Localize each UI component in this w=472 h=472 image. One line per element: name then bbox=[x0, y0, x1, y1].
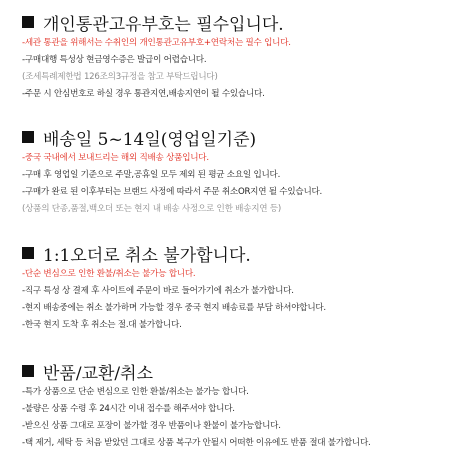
notice-line: -주문 시 안심번호로 하실 경우 통관지연,배송지연이 될 수있습니다. bbox=[22, 89, 265, 99]
section-heading bbox=[22, 240, 466, 266]
notice-line: -불량은 상품 수령 후 24시간 이내 접수를 해주셔야 합니다. bbox=[22, 404, 235, 414]
notice-line: (상품의 단종,품절,백오더 또는 현지 내 배송 사정으로 인한 배송지연 등) bbox=[22, 204, 281, 214]
section-title: 1:1오더로 취소 불가합니다. bbox=[43, 245, 251, 266]
notice-line: -구매대행 특성상 현금영수증은 발급이 어렵습니다. bbox=[22, 55, 207, 65]
notice-line: (조세특례제한법 126조의3규정을 참고 부탁드립니다) bbox=[22, 72, 218, 82]
section-delivery bbox=[22, 124, 466, 218]
square-bullet-icon bbox=[22, 16, 34, 28]
section-heading bbox=[22, 9, 466, 35]
section-title: 반품/교환/취소 bbox=[43, 363, 153, 384]
section-customs-code bbox=[22, 9, 466, 103]
notice-line: -택 제거, 세탁 등 처음 받았던 그대로 상품 복구가 안될시 어떠한 이유에도 반품 절대 불가합니다. bbox=[22, 438, 371, 448]
notice-line: -단순 변심으로 인한 환불/취소는 불가능 합니다. bbox=[22, 269, 196, 279]
section-returns bbox=[22, 358, 466, 452]
square-bullet-icon bbox=[22, 131, 34, 143]
section-heading bbox=[22, 124, 466, 150]
section-heading bbox=[22, 358, 466, 384]
notice-line: -특가 상품으로 단순 변심으로 인한 환불/취소는 불가능 합니다. bbox=[22, 387, 249, 397]
square-bullet-icon bbox=[22, 365, 34, 377]
notice-line: -직구 특성 상 결제 후 사이트에 주문이 바로 들어가기에 취소가 불가합니다. bbox=[22, 286, 294, 296]
notice-line: -구매가 완료 된 이후부터는 브랜드 사정에 따라서 주문 취소OR지연 될 수있습니다. bbox=[22, 187, 323, 197]
notice-line: -중국 국내에서 보내드리는 해외 직배송 상품입니다. bbox=[22, 153, 209, 163]
notice-line: -현지 배송중에는 취소 불가하며 가능할 경우 중국 현지 배송료를 부담 하셔야합니다. bbox=[22, 303, 326, 313]
notice-line: -세관 통관을 위해서는 수취인의 개인통관고유부호+연락처는 필수 입니다. bbox=[22, 38, 291, 48]
notice-line: -구매 후 영업일 기준으로 주말,공휴일 모두 제외 된 평균 소요일 입니다. bbox=[22, 170, 281, 180]
notice-line: -받으신 상품 그대로 포장이 불가할 경우 반품이나 환불이 불가능합니다. bbox=[22, 421, 281, 431]
square-bullet-icon bbox=[22, 247, 34, 259]
section-title: 배송일 5~14일(영업일기준) bbox=[43, 129, 257, 150]
section-no-cancel bbox=[22, 240, 466, 334]
notice-line: -한국 현지 도착 후 취소는 절.대 불가합니다. bbox=[22, 320, 182, 330]
section-title: 개인통관고유부호는 필수입니다. bbox=[43, 14, 284, 35]
